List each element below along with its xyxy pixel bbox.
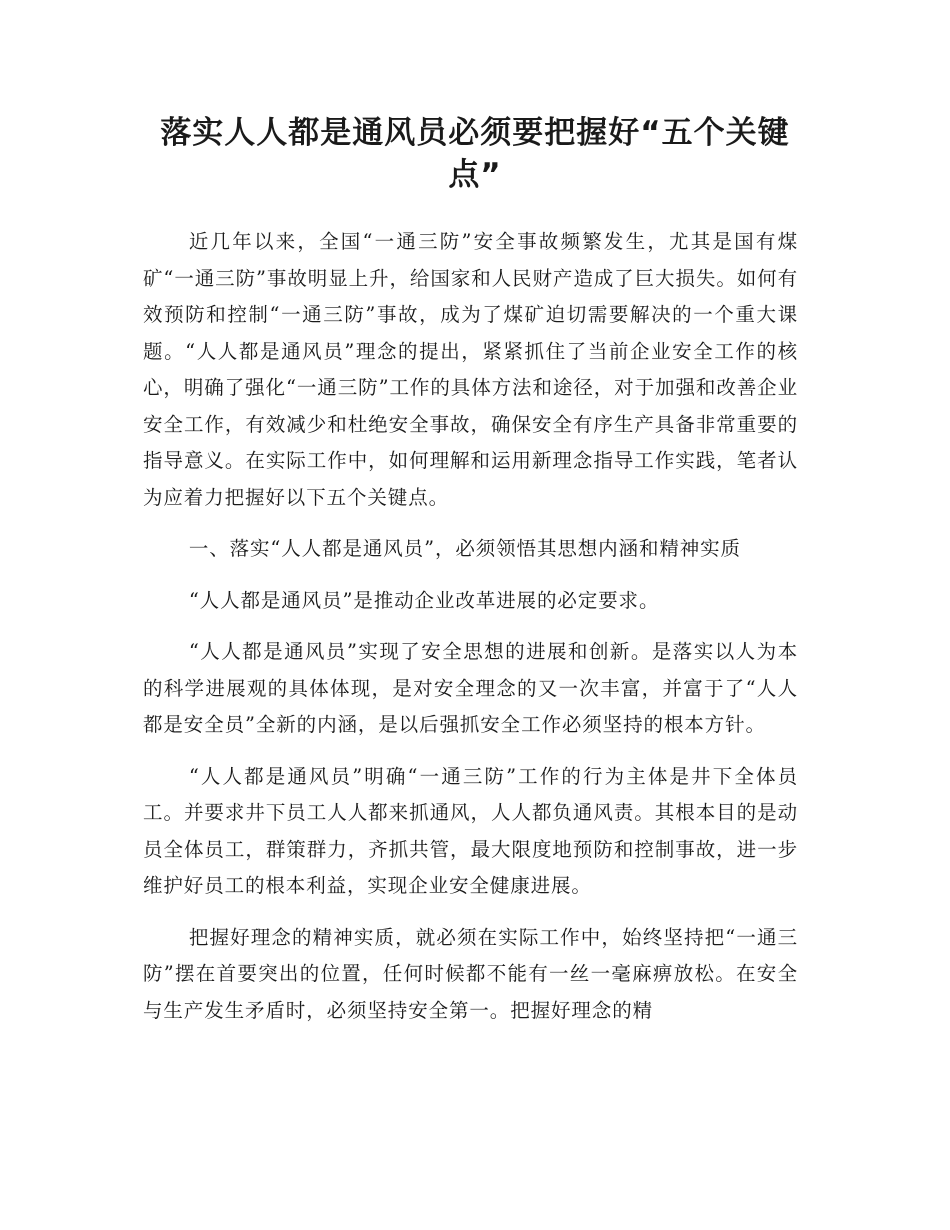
paragraph-innovation: “人人都是通风员”实现了安全思想的进展和创新。是落实以人为本的科学进展观的具体体现，是对安全理念的又一次丰富，并富于了“人人都是安全员”全新的内涵，是以后强抓安全工作必须坚持的根本方针。 <box>143 640 798 736</box>
document-body <box>143 224 798 1044</box>
paragraph-essence: 把握好理念的精神实质，就必须在实际工作中，始终坚持把“一通三防”摆在首要突出的位置，任何时候都不能有一丝一毫麻痹放松。在安全与生产发生矛盾时，必须坚持安全第一。把握好理念的精 <box>143 925 798 1022</box>
paragraph-intro: 近几年以来，全国“一通三防”安全事故频繁发生，尤其是国有煤矿“一通三防”事故明显上升，给国家和人民财产造成了巨大损失。如何有效预防和控制“一通三防”事故，成为了煤矿迫切需要解决的一个重大课题。“人人都是通风员”理念的提出，紧紧抓住了当前企业安全工作的核心，明确了强化“一通三防”工作的具体方法和途径，对于加强和改善企业安全工作，有效减少和杜绝安全事故，确保安全有序生产具备非常重要的指导意义。在实际工作中，如何理解和运用新理念指导工作实践，笔者认为应着力把握好以下五个关键点。 <box>143 230 798 509</box>
section-heading-1: 一、落实“人人都是通风员”，必须领悟其思想内涵和精神实质 <box>188 537 741 560</box>
document-title: 落实人人都是通风员必须要把握好“五个关键点” <box>160 115 790 193</box>
paragraph-subject: “人人都是通风员”明确“一通三防”工作的行为主体是井下全体员工。并要求井下员工人人都来抓通风，人人都负通风责。其根本目的是动员全体员工，群策群力，齐抓共管，最大限度地预防和控制事故，进一步维护好员工的根本利益，实现企业安全健康进展。 <box>143 764 798 897</box>
paragraph-requirement: “人人都是通风员”是推动企业改革进展的必定要求。 <box>188 588 660 612</box>
